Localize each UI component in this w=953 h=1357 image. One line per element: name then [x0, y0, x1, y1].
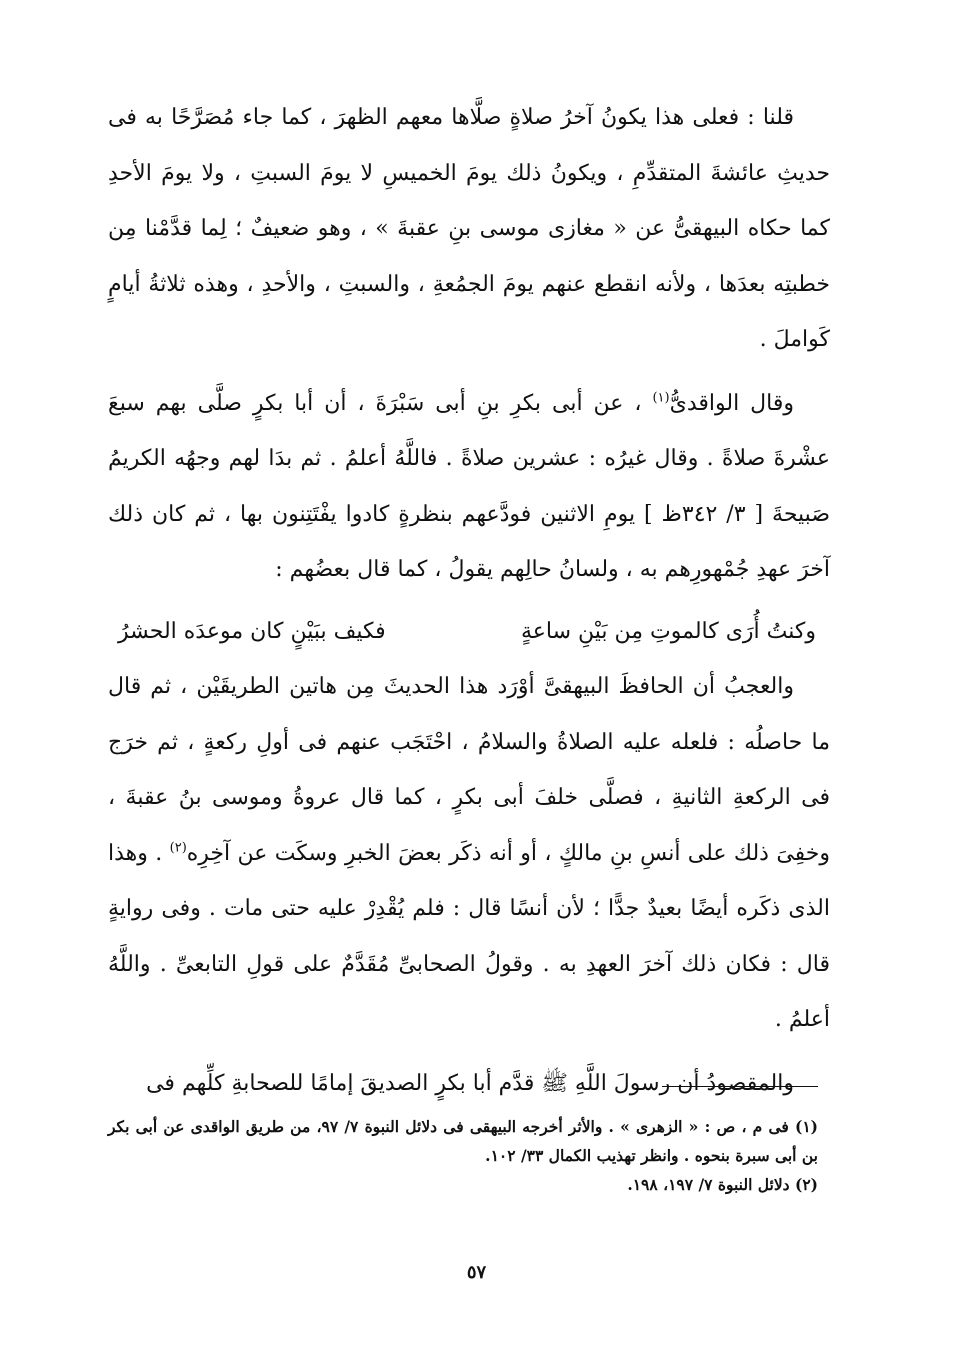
paragraph-4: والمقصودُ أن رسولَ اللَّهِ ﷺ قدَّم أبا بكرٍ الصديقَ إمامًا للصحابةِ كلِّهم فى — [146, 1070, 794, 1096]
main-text — [108, 90, 830, 1111]
paragraph-2-rest: ، عن أبى بكرِ بنِ أبى سَبْرَةَ ، أن أبا بكرٍ صلَّى بهم سبعَ عشْرةَ صلاةً . وقال غيرُه : عشرين صلاةً . فاللَّهُ أعلمُ . ثم بدَا لهم وجهُه الكريمُ صَبيحةَ [ ٣/ ٣٤٢ظ ] يومِ الاثنين فودَّعهم بنظرةٍ كادوا يفْتَتِنون بها ، ثم كان ذلك آخرَ عهدِ جُمْهورِهم به ، ولسانُ حالِهم يقولُ ، كما قال بعضُهم : — [108, 390, 830, 582]
paragraph-3 — [108, 659, 830, 1048]
footnote-1: (١) فى م ، ص : « الزهرى » . والأثر أخرجه البيهقى فى دلائل النبوة ٧/ ٩٧، من طريق الواقدى عن أبى بكر بن أبى سبرة بنحوه . وانظر تهذيب الكمال ٣٣/ ١٠٢. — [108, 1117, 818, 1165]
poetry-verse — [108, 604, 830, 660]
page-number: ٥٧ — [466, 1262, 487, 1283]
footnote-2: (٢) دلائل النبوة ٧/ ١٩٧، ١٩٨. — [627, 1175, 818, 1194]
paragraph-2-start: وقال الواقدىُّ — [669, 390, 794, 416]
footnotes — [108, 1112, 818, 1199]
paragraph-2 — [108, 376, 830, 598]
footnote-separator — [662, 1086, 818, 1087]
paragraph-3-start: والعجبُ أن الحافظَ البيهقىَّ أوْرَد هذا الحديثَ مِن هاتين الطريقَيْن ، ثم قال ما حاصلُه : فلعله عليه الصلاةُ والسلامُ ، احْتَجَب عنهم فى أولِ ركعةٍ ، ثم خرَج فى الركعةِ الثانيةِ ، فصلَّى خلفَ أبى بكرٍ ، كما قال عروةُ وموسى بنُ عقبةَ ، وخفِىَ ذلك على أنسِ بنِ مالكٍ ، أو أنه ذكَر بعضَ الخبرِ وسكَت عن آخِرِه — [108, 674, 831, 866]
verse-first-hemistich: وكنتُ أُرَى كالموتِ مِن بَيْنِ ساعةٍ — [520, 618, 816, 644]
footnote-ref-1: (١) — [652, 390, 670, 406]
paragraph-3-rest: . وهذا الذى ذكَره أيضًا بعيدٌ جدًّا ؛ لأن أنسًا قال : فلم يُقْدِرْ عليه حتى مات . وفى روايةٍ قال : فكان ذلك آخرَ العهدِ به . وقولُ الصحابىِّ مُقَدَّمٌ على قولِ التابعىِّ . واللَّهُ أعلمُ . — [108, 840, 830, 1032]
verse-second-hemistich: فكيف ببَيْنٍ كان موعدَه الحشرُ — [118, 618, 386, 644]
paragraph-1: قلنا : فعلى هذا يكونُ آخرُ صلاةٍ صلَّاها معهم الظهرَ ، كما جاء مُصَرَّحًا به فى حديثِ عائشةَ المتقدِّمِ ، ويكونُ ذلك يومَ الخميسِ لا يومَ السبتِ ، ولا يومَ الأحدِ كما حكاه البيهقىُّ عن « مغازى موسى بنِ عقبةَ » ، وهو ضعيفٌ ؛ لِما قدَّمْنا مِن خطبتِه بعدَها ، ولأنه انقطع عنهم يومَ الجمُعةِ ، والسبتِ ، والأحدِ ، وهذه ثلاثةُ أيامٍ كَواملَ . — [108, 105, 830, 352]
footnote-ref-2: (٢) — [169, 840, 187, 856]
